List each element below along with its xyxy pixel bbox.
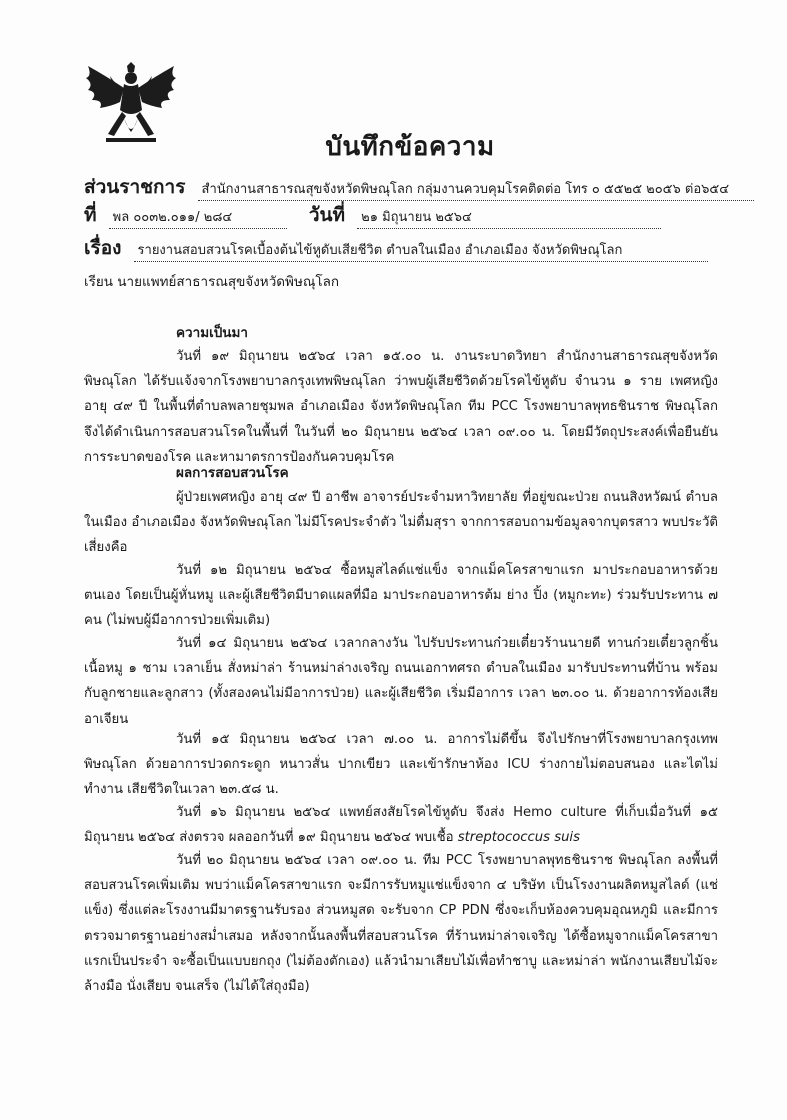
salutation: เรียน นายแพทย์สาธารณสุขจังหวัดพิษณุโลก	[84, 274, 340, 290]
subject-value: รายงานสอบสวนโรคเบื้องต้นไข้หูดับเสียชีวิต ตำบลในเมือง อำเภอเมือง จังหวัดพิษณุโลก	[134, 239, 708, 262]
reference-number: พล ๐๐๓๒.๐๑๑/ ๒๘๔	[109, 206, 287, 229]
reference-row	[84, 200, 661, 230]
agency-label: ส่วนราชการ	[84, 176, 186, 198]
reference-label: ที่	[84, 204, 97, 226]
document-date: ๒๑ มิถุนายน ๒๕๖๔	[357, 206, 661, 229]
timeline-june15-paragraph: วันที่ ๑๕ มิถุนายน ๒๕๖๔ เวลา ๗.๐๐ น. อาการไม่ดีขึ้น จึงไปรักษาที่โรงพยาบาลกรุงเทพพิษณุโลก ด้วยอาการปวดกระดูก หนาวสั่น ปากเขียว และเข้ารักษาห้อง ICU ร่างกายไม่ตอบสนอง และไตไม่ทำงาน เสียชีวิตในเวลา ๒๓.๕๘ น.	[84, 732, 718, 798]
results-heading: ผลการสอบสวนโรค	[176, 465, 289, 481]
timeline-june14-paragraph: วันที่ ๑๔ มิถุนายน ๒๕๖๔ เวลากลางวัน ไปรับประทานก๋วยเตี๋ยวร้านนายดี ทานก๋วยเตี๋ยวลูกชิ้นเนื้อหมู ๑ ชาม เวลาเย็น สั่งหม่าล่า ร้านหม่าล่างเจริญ ถนนเอกาทศรถ ตำบลในเมือง มารับประทานที่บ้าน พร้อมกับลูกชายและลูกสาว (ทั้งสองคนไม่มีอาการป่วย) และผู้เสียชีวิต เริ่มมีอาการ เวลา ๒๓.๐๐ น. ด้วยอาการท้องเสีย อาเจียน	[84, 636, 718, 727]
timeline-june12-paragraph: วันที่ ๑๒ มิถุนายน ๒๕๖๔ ซื้อหมูสไลด์แช่แข็ง จากแม็คโครสาขาแรก มาประกอบอาหารด้วยตนเอง โดยเป็นผู้หั่นหมู และผู้เสียชีวิตมีบาดแผลที่มือ มาประกอบอาหารต้ม ย่าง ปิ้ง (หมูกะทะ) ร่วมรับประทาน ๗ คน (ไม่พบผู้มีอาการป่วยเพิ่มเติม)	[84, 563, 718, 629]
garuda-emblem-icon	[82, 62, 180, 148]
timeline-june20-paragraph: วันที่ ๒๐ มิถุนายน ๒๕๖๔ เวลา ๐๙.๐๐ น. ทีม PCC โรงพยาบาลพุทธชินราช พิษณุโลก ลงพื้นที่สอบสวนโรคเพิ่มเติม พบว่าแม็คโครสาขาแรก จะมีการรับหมูแช่แข็งจาก ๔ บริษัท เป็นโรงงานผลิตหมูสไลด์ (แช่แข็ง) ซึ่งแต่ละโรงงานมีมาตรฐานรับรอง ส่วนหมูสด จะรับจาก CP PDN ซึ่งจะเก็บห้องควบคุมอุณหภูมิ และมีการตรวจมาตรฐานอย่างสม่ำเสมอ หลังจากนั้นลงพื้นที่สอบสวนโรค ที่ร้านหม่าล่าจเจริญ ได้ซื้อหมูจากแม็คโครสาขาแรกเป็นประจำ จะซื้อเป็นแบบยกถุง (ไม่ต้องตักเอง) แล้วนำมาเสียบไม้เพื่อทำชาบู และหม่าล่า พนักงานเสียบไม้จะล้างมือ นั่งเสียบ จนเสร็จ (ไม่ได้ใส่ถุงมือ)	[84, 853, 718, 995]
agency-value: สำนักงานสาธารณสุขจังหวัดพิษณุโลก กลุ่มงานควบคุมโรคติดต่อ โทร ๐ ๕๕๒๕ ๒๐๕๖ ต่อ๖๕๔	[198, 178, 754, 201]
organism-name: streptococcus suis	[457, 830, 580, 846]
timeline-june16-paragraph	[84, 800, 718, 850]
background-paragraph: วันที่ ๑๙ มิถุนายน ๒๕๖๔ เวลา ๑๕.๐๐ น. งานระบาดวิทยา สำนักงานสาธารณสุขจังหวัดพิษณุโลก ได้รับแจ้งจากโรงพยาบาลกรุงเทพพิษณุโลก ว่าพบผู้เสียชีวิตด้วยโรคไข้หูดับ จำนวน ๑ ราย เพศหญิง อายุ ๔๙ ปี ในพื้นที่ตำบลพลายชุมพล อำเภอเมือง จังหวัดพิษณุโลก ทีม PCC โรงพยาบาลพุทธชินราช พิษณุโลก จึงได้ดำเนินการสอบสวนโรคในพื้นที่ ในวันที่ ๒๐ มิถุนายน ๒๕๖๔ เวลา ๐๙.๐๐ น. โดยมีวัตถุประสงค์เพื่อยืนยันการระบาดของโรค และหามาตรการป้องกันควบคุมโรค	[84, 349, 718, 465]
subject-label: เรื่อง	[84, 237, 122, 259]
date-label: วันที่	[308, 204, 345, 226]
document-title: บันทึกข้อความ	[325, 132, 495, 162]
patient-profile-paragraph: ผู้ป่วยเพศหญิง อายุ ๔๙ ปี อาชีพ อาจารย์ประจำมหาวิทยาลัย ที่อยู่ขณะป่วย ถนนสิงหวัฒน์ ตำบลในเมือง อำเภอเมือง จังหวัดพิษณุโลก ไม่มีโรคประจำตัว ไม่ดื่มสุรา จากการสอบถามข้อมูลจากบุตรสาว พบประวัติเสี่ยงคือ	[84, 490, 718, 556]
background-heading: ความเป็นมา	[176, 325, 248, 341]
lab-result-text: วันที่ ๑๖ มิถุนายน ๒๕๖๔ แพทย์สงสัยโรคไข้หูดับ จึงส่ง Hemo culture ที่เก็บเมื่อวันที่ ๑๕ มิถุนายน ๒๕๖๔ ส่งตรวจ ผลออกวันที่ ๑๙ มิถุนายน ๒๕๖๔ พบเชื้อ	[84, 805, 718, 846]
agency-row	[84, 172, 754, 202]
subject-row	[84, 233, 708, 263]
